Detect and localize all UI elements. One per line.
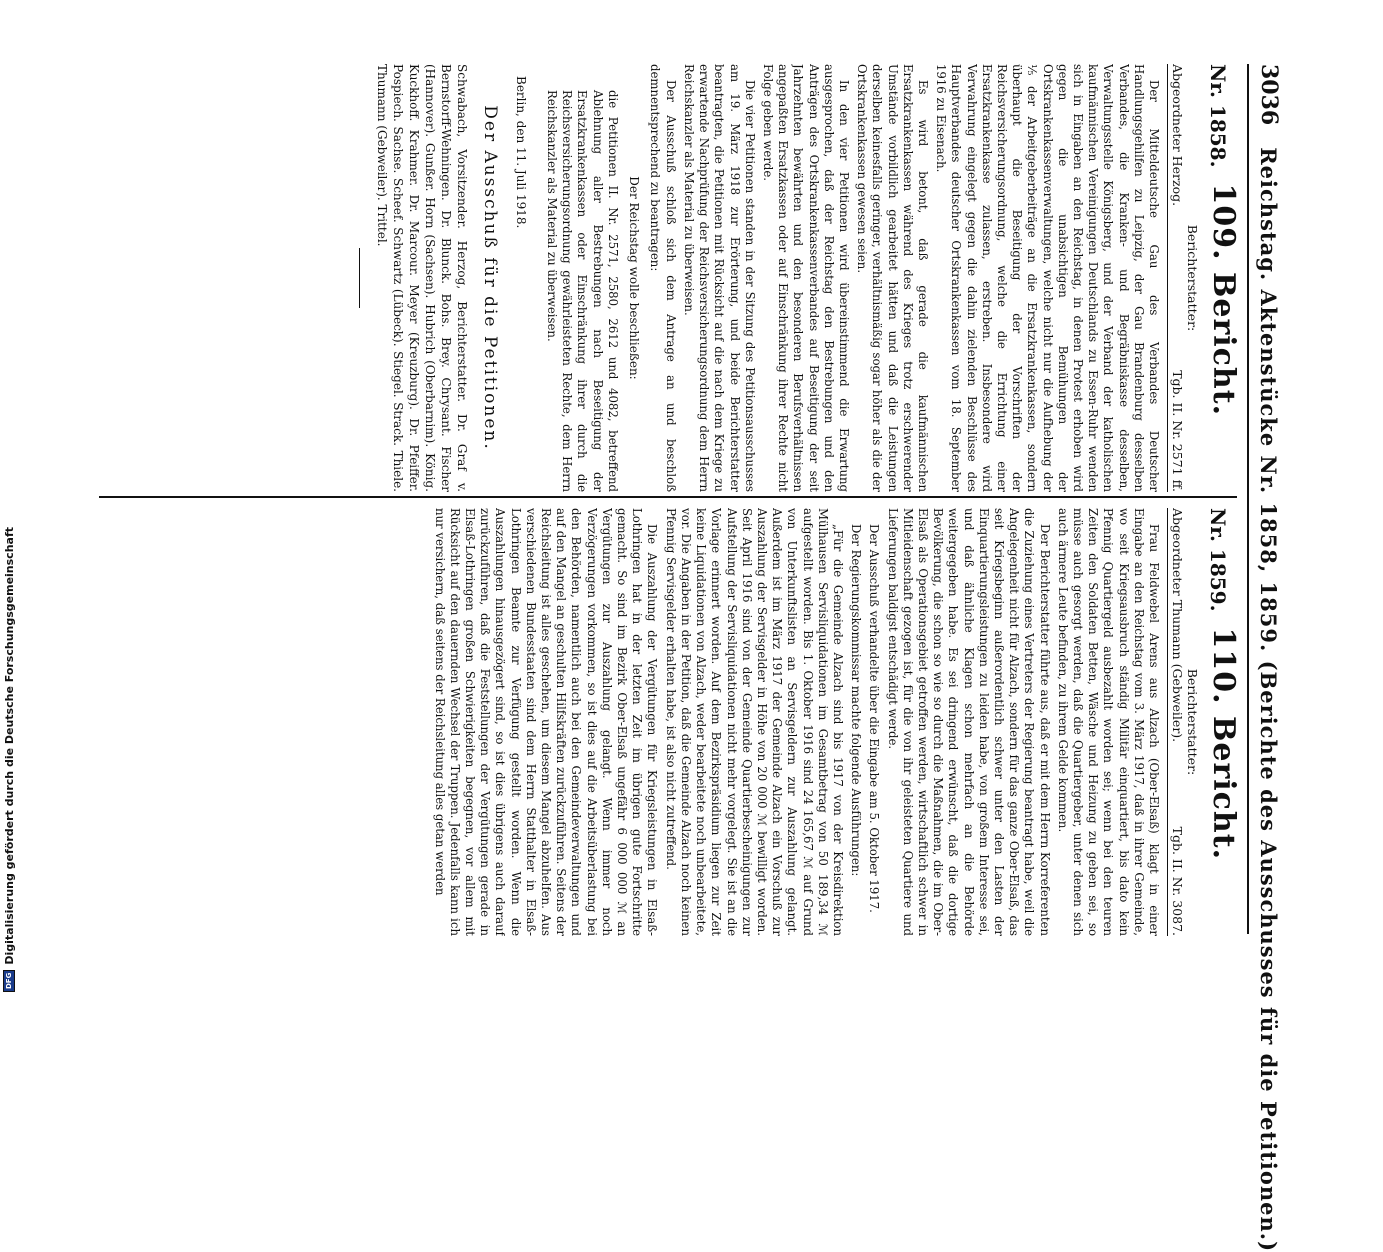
reporter-line [1167, 508, 1185, 936]
digitization-note: Digitalisierung gefördert durch die Deutsche Forschungsgemeinschaft [2, 526, 16, 965]
report-title-row [1206, 508, 1241, 936]
digitization-footer [0, 0, 18, 1000]
paragraph: Die vier Petitionen standen in der Sitzung des Petitionsausschusses am 19. März 1918 zur Erörterung, und beide Berichterstatter beantragten, die Petitionen mit Rücksicht auf die nach dem Kriege zu erwartende Nachprüfung der Reichsversicherungsordnung dem Herrn Reichskanzler als Material zu überweisen. [681, 64, 757, 492]
date-line: Berlin, den 11. Juli 1918. [513, 76, 528, 229]
paragraph: In den vier Petitionen wird übereinstimmend die Erwartung ausgesprochen, daß der Reichstag den Bestrebungen und den Anträgen des Ortskrankenkassenverbandes auf Beseitigung der seit Jahrzehnten bewährten und den besonderen Berufsverhältnissen angepaßten Ersatzkassen oder auf Einschränkung ihrer Rechte nicht Folge geben werde. [760, 64, 851, 492]
paragraph: Es wird betont, daß gerade die kaufmännischen Ersatzkrankenkassen während des Krieges trotz erschwerender Umstände vorbildlich gearbeitet hätten und daß die Leistungen derselben keinesfalls geringer, verhältnismäßig sogar höher als die der Ortskrankenkassen gewesen seien. [855, 64, 930, 492]
paragraph: Der Mitteldeutsche Gau des Verbandes Deutscher Handlungsgehilfen zu Leipzig, der Gau Brandenburg desselben Verbandes, die Kranken- und Begräbniskasse desselben, Verwaltungsstelle Königsberg, und der Verband der katholischen kaufmännischen Vereinigungen Deutschlands zu Essen-Ruhr wenden sich in Eingaben an den Reichstag, in denen Protest erhoben wird gegen die unabsichtigen Bemühungen der Ortskrankenkassenverwaltungen, welche nicht nur die Aufhebung der ⅕ der Arbeitgeberbeiträge an die Ersatzkrankenkassen, sondern überhaupt die Beseitigung der Vorschriften der Reichsversicherungsordnung, welche die Errichtung einer Ersatzkrankenkasse zulassen, erstreben. Insbesondere wird Verwahrung eingelegt gegen die dahin zielenden Beschlüsse des Hauptverbandes deutscher Ortskrankenkassen vom 18. September 1916 zu Eisenach. [934, 64, 1161, 492]
paragraph: „Für die Gemeinde Alzach sind bis 1917 von der Kreisdirektion Mülhausen Servisliquidationen im Gesamtbetrag von 50 189,34 ℳ aufgestellt worden. Bis 1. Oktober 1916 sind 24 165,67 ℳ auf Grund von Unterkunftslisten an Servisgeldern zur Auszahlung gelangt. Außerdem ist im März 1917 der Gemeinde Alzach ein Vorschuß zur Auszahlung der Servisgelder in Höhe von 20 000 ℳ bewilligt worden. Seit April 1916 sind von der Gemeinde Quartierbescheinigungen zur Aufstellung der Servisliquidationen nicht mehr vorgelegt. Sie ist an die Vorlage erinnert worden. Auf dem Bezirkspräsidium liegen zur Zeit keine Liquidationen von Alzach, weder bearbeitete noch unbearbeitete, vor. Die Angaben in der Petition, daß die Gemeinde Alzach noch keinen Pfennig Servisgelder erhalten habe, ist also nicht zutreffend. [663, 508, 845, 936]
reporter-label: Berichterstatter: [1185, 224, 1200, 332]
resolution-intro: Der Reichstag wolle beschließen: [627, 176, 642, 380]
page-header [1247, 64, 1289, 1252]
paragraph: Der Berichterstatter führte aus, daß er mit dem Herrn Korreferenten die Zuziehung eines Vertreters der Regierung beantragt habe, weil die Angelegenheit nicht für Alzach, sondern für das ganze Ober-Elsaß, das seit Kriegsbeginn außerordentlich schwer unter den Lasten der Einquartierungsleistungen zu leiden habe, von großem Interesse sei, und daß ähnliche Klagen schon mehrfach an die Behörde weitergegeben habe. Es sei dringend erwünscht, daß die dortige Bevölkerung, die schon so wie so durch die Maßnahmen, die im Ober-Elsaß als Operationsgebiet getroffen werden, wirtschaftlich schwer in Mitleidenschaft gezogen ist, für die von ihr geleisteten Quartiere und Lieferungen baldigst entschädigt werde. [885, 508, 1052, 936]
paragraph: Frau Feldwebel Arens aus Alzach (Ober-Elsaß) klagt in einer Eingabe an den Reichstag vom 3. März 1917, daß in ihrer Gemeinde, wo seit Kriegsausbruch ständig Militär einquartiert, bis dato kein Pfennig Quartiergeld ausbezahlt worden sei; wenn bei den teuren Zeiten den Soldaten Betten, Wäsche und Heizung zu geben sei, so müsse auch gesorgt werden, daß die Quartiergeber, unter denen sich auch ärmere Leute befinden, zu ihrem Gelde kommen. [1055, 508, 1161, 936]
paragraph: Die Auszahlung der Vergütungen für Kriegsleistungen in Elsaß-Lothringen hat in der letzten Zeit im übrigen gute Fortschritte gemacht. So sind im Bezirk Ober-Elsaß ungefähr 6 000 000 ℳ an Vergütungen zur Auszahlung gelangt. Wenn immer noch Verzögerungen vorkommen, so ist dies auf die Arbeitsüberlastung bei den Behörden, namentlich auch bei den Gemeindeverwaltungen und auf den Mangel an geschulten Hilfskräften zurückzuführen. Seitens der Reichsleitung ist alles geschehen, um diesem Mangel abzuhelfen. Aus verschiedenen Bundesstaaten sind dem Herrn Statthalter in Elsaß-Lothringen Beamte zur Verfügung gestellt worden. Wenn die Auszahlungen hinausgezögert sind, so ist dies übrigens auch darauf zurückzuführen, daß die Feststellungen der Vergütungen gerade in Elsaß-Lothringen großen Schwierigkeiten begegnen, vor allem mit Rücksicht auf den dauernden Wechsel der Truppen. Jedenfalls kann ich nur versichern, daß seitens der Reichsleitung alles getan werden [432, 508, 660, 936]
page-number: 3036 [1256, 64, 1282, 126]
left-column [96, 64, 1241, 492]
reporter-label: Berichterstatter: [1185, 668, 1200, 776]
reporter-name: Abgeordneter Herzog. [1170, 64, 1185, 207]
right-column [96, 508, 1241, 936]
report-title-row [1206, 64, 1241, 492]
committee-members: Schwabach, Vorsitzender. Herzog, Berichterstatter. Dr. Graf v. Bernstorff-Wehningen. Dr. Blunck. Bohs. Brey. Chrysant. Fischer (Hannover). Gunßer. Horn (Sachsen). Hubrich (Oberbarnim). König. Kuckhoff. Krahmer. Dr. Marcour. Meyer (Kreuzburg). Dr. Pfeiffer. Pospiech. Sachse. Scheef. Schwartz (Lübeck). Stiegel. Strack. Thiele. Thumann (Gebweiler). Trittel. [374, 64, 469, 492]
document-number: Nr. 1859. [1206, 508, 1230, 612]
column-divider [99, 496, 1237, 498]
journal-reference: Tgb. II. Nr. 2571 ff. [1170, 370, 1185, 492]
paragraph: Der Ausschuß verhandelte über die Eingabe am 5. Oktober 1917. [867, 524, 882, 913]
paragraph: Der Regierungskommissar machte folgende Ausführungen: [849, 524, 864, 877]
resolution-text: die Petitionen II. Nr. 2571, 2580, 2612 und 4082, betreffend Ablehnung aller Bestrebungen nach Beseitigung der Ersatzkrankenkassen oder Einschränkung ihrer durch die Reichsversicherungsordnung gewährleisteten Rechte, dem Herrn Reichskanzler als Material zu überweisen. [544, 90, 620, 492]
end-rule [359, 248, 360, 308]
report-title: 110. Bericht. [1206, 627, 1241, 861]
committee-title: Der Ausschuß für die Petitionen. [479, 105, 500, 451]
document-number: Nr. 1858. [1206, 64, 1230, 168]
reporter-name: Abgeordneter Thumann (Gebweiler). [1170, 508, 1185, 743]
report-title: 109. Bericht. [1206, 183, 1241, 417]
running-title: Reichstag. Aktenstücke Nr. 1858, 1859. (Berichte des Ausschusses für die Petitionen.) [1256, 147, 1282, 1252]
journal-reference: Tgb. II. Nr. 3087. [1170, 826, 1185, 936]
paragraph: Der Ausschuß schloß sich dem Antrage an und beschloß demnentsprechend zu beantragen: [648, 64, 678, 492]
reporter-line [1167, 64, 1185, 492]
dfg-logo: DFG [3, 970, 15, 992]
